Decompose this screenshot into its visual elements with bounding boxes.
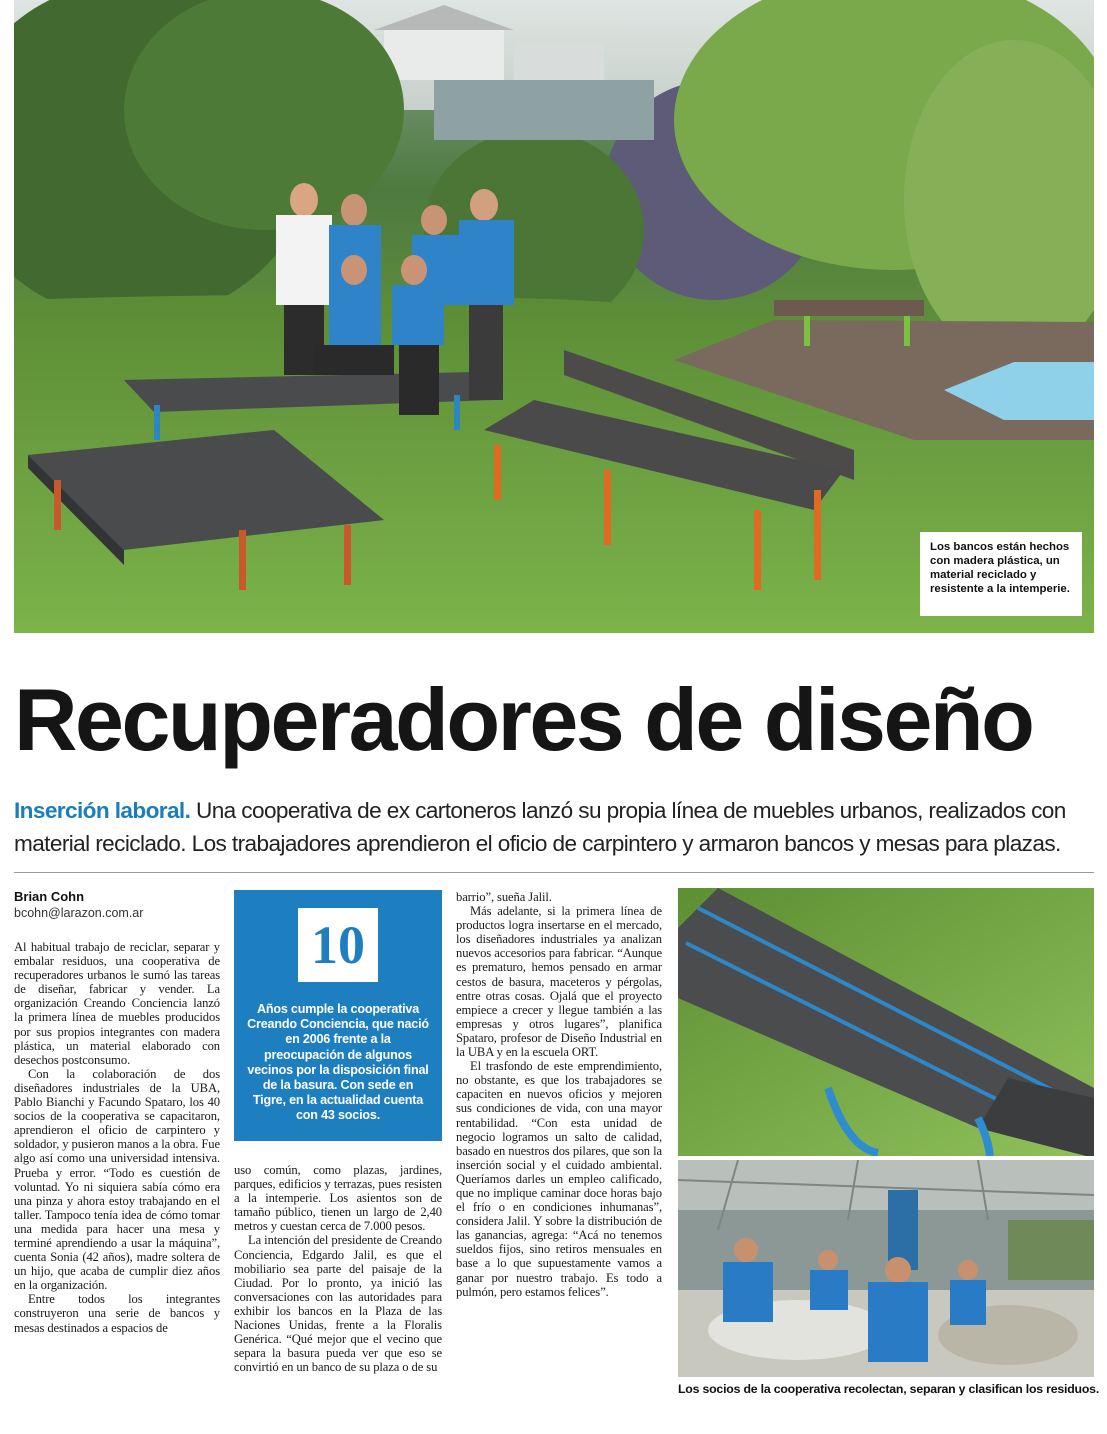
bench-closeup-illustration [678,888,1094,1156]
paragraph: El trasfondo de este emprendimiento, no obstante, es que los trabajadores se capaciten en nuevos oficios y mejoren sus condiciones de vida, con una mayor rentabilidad. “Con esta unidad de negocio logramos un salto de calidad, basado en nuestros dos pilares, que son la inserción social y el cuidado ambiental. Queríamos darles un empleo calificado, que no implique caminar doce horas bajo el frío o en condiciones inhumanas”, considera Jalil. Y sobre la distribución de las ganancias, agrega: “Acá no tenemos sueldos fijos, sino retiros mensuales en base a lo que supuestamente vamos a ganar por nuestro trabajo. Es todo a pulmón, pero estamos felices”. [456,1059,662,1299]
workers-photo-caption: Los socios de la cooperativa recolectan, separan y clasifican los residuos. [678,1382,1100,1396]
lead-paragraph [14,794,1098,860]
article-column-3 [456,890,662,1434]
lead-text: Una cooperativa de ex cartoneros lanzó su propia línea de muebles urbanos, realizados con material reciclado. Los trabajadores aprendieron el oficio de carpintero y armaron bancos y mesas para plazas. [14,798,1066,856]
paragraph: Al habitual trabajo de reciclar, separar y embalar residuos, una cooperativa de recuperadores urbanos le sumó las tareas de diseñar, fabricar y vender. La organización Creando Conciencia lanzó la primera línea de muebles producidos por sus propios integrantes con madera plástica, un material elaborado con desechos postconsumo. [14,940,220,1067]
article-column-1 [14,940,220,1430]
factbox-number: 10 [298,908,378,982]
author-email[interactable]: bcohn@larazon.com.ar [14,906,144,920]
bench-closeup-photo [678,888,1094,1156]
hero-photo [14,0,1094,633]
paragraph: uso común, como plazas, jardines, parques, edificios y terrazas, pues resisten a la intemperie. Los asientos son de tamaño público, tienen un largo de 2,40 metros y cuestan cerca de 7.000 pesos. [234,1163,442,1234]
article-column-2 [234,1163,442,1433]
paragraph: Con la colaboración de dos diseñadores industriales de la UBA, Pablo Bianchi y Facundo Spataro, los 40 socios de la cooperativa se capacitaron, aprendieron el oficio de carpintero y soldador, y pusieron manos a la obra. Fue algo así como una universidad intensiva. Prueba y error. “Todo es cuestión de voluntad. Yo ni siquiera sabía cómo era una pinza y ahora estoy trabajando en el taller. Tampoco tenía idea de cómo tomar una medida para hacer una mesa y terminé aprendiendo a usar la máquina”, cuenta Sonia (42 años), madre soltera de un hijo, que acaba de cumplir diez años en la organización. [14,1066,220,1293]
factbox [234,890,442,1141]
byline [14,889,143,921]
author-name: Brian Cohn [14,889,85,904]
lead-divider [14,872,1094,873]
paragraph: barrio”, sueña Jalil. [456,890,552,904]
workers-photo [678,1160,1094,1377]
paragraph: La intención del presidente de Creando Conciencia, Edgardo Jalil, es que el mobiliario sea parte del paisaje de la Ciudad. Por lo pronto, ya inició las conversaciones con las autoridades para exhibir los bancos en la Plaza de las Naciones Unidas, frente a la Floralis Genérica. “Qué mejor que el vecino que separa la basura pueda ver que eso se convirtió en un banco de su plaza o de su [234,1233,442,1375]
headline: Recuperadores de diseño [14,670,1033,769]
factbox-text: Años cumple la cooperativa Creando Conciencia, que nació en 2006 frente a la preocupación de algunos vecinos por la disposición final de la basura. Con sede en Tigre, en la actualidad cuenta con 43 socios. [247,1002,429,1123]
paragraph: Entre todos los integrantes construyeron una serie de bancos y mesas destinados a espacios de [14,1292,220,1335]
workers-photo-illustration [678,1160,1094,1377]
lead-kicker: Inserción laboral. [14,798,191,823]
hero-caption: Los bancos están hechos con madera plástica, un material reciclado y resistente a la intemperie. [920,532,1082,616]
paragraph: Más adelante, si la primera línea de productos logra insertarse en el mercado, los diseñadores industriales ya analizan nuevos accesorios para fabricar. “Aunque es prematuro, hemos pensado en armar cestos de basura, maceteros y pérgolas, entre otras cosas. Ojalá que el proyecto empiece a crecer y llegue también a las empresas y otros lugares”, planifica Spataro, profesor de Diseño Industrial en la UBA y en la escuela ORT. [456,904,662,1060]
